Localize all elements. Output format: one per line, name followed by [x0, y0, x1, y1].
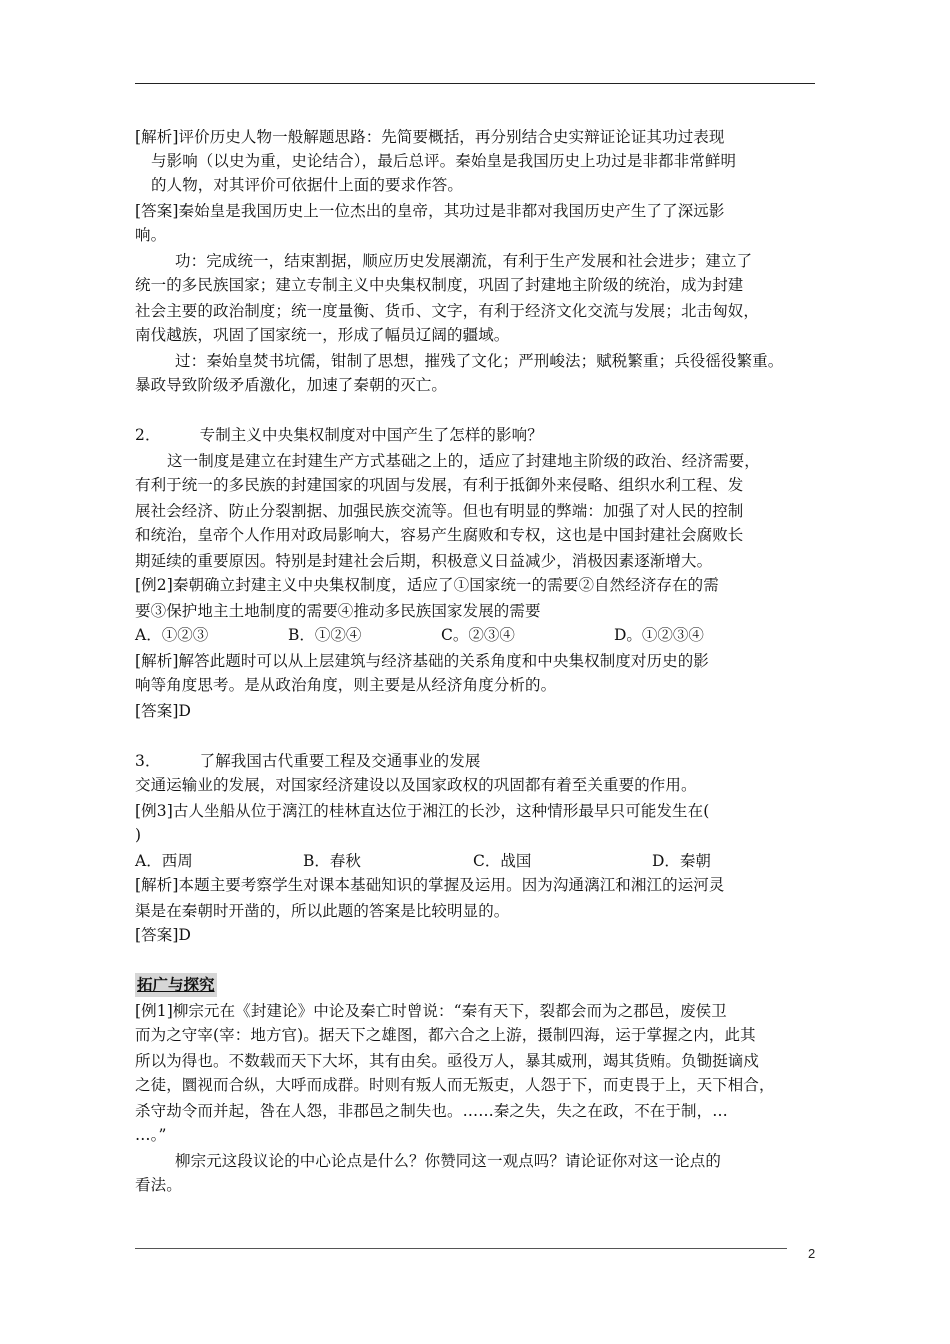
- example-1-question-line: 柳宗元这段议论的中心论点是什么？你赞同这一观点吗？请论证你对这一论点的: [175, 1152, 722, 1170]
- example-2-option-a: A．①②③: [135, 626, 209, 644]
- faults-paragraph-line: 暴政导致阶级矛盾激化，加速了秦朝的灭亡。: [135, 376, 448, 394]
- analysis-line: 的人物，对其评价可依据什上面的要求作答。: [151, 176, 464, 194]
- example-2-question-line: [例2]秦朝确立封建主义中央集权制度，适应了①国家统一的需要②自然经济存在的需: [135, 576, 719, 594]
- example-3-option-c: C．战国: [473, 852, 532, 870]
- question-2-paragraph-line: 这一制度是建立在封建生产方式基础之上的，适应了封建地主阶级的政治、经济需要，: [167, 452, 760, 470]
- example-1-quote-line: 而为之守宰(宰：地方官)。据天下之雄图，都六合之上游，摄制四海，运于掌握之内，此其: [135, 1026, 756, 1044]
- question-3-paragraph: 交通运输业的发展，对国家经济建设以及国家政权的巩固都有着至关重要的作用。: [135, 776, 697, 794]
- analysis-line: 与影响（以史为重，史论结合），最后总评。秦始皇是我国历史上功过是非都非常鲜明: [151, 152, 737, 170]
- answer-line: 响。: [135, 226, 167, 244]
- example-1-quote-line: 杀守劫令而并起，咎在人怨，非郡邑之制失也。……秦之失，失之在政，不在于制，…: [135, 1102, 728, 1120]
- question-3-heading: 3． 了解我国古代重要工程及交通事业的发展: [135, 752, 481, 770]
- example-2-option-d: D。①②③④: [614, 626, 704, 644]
- example-3-analysis-line: 渠是在秦朝时开凿的，所以此题的答案是比较明显的。: [135, 902, 510, 920]
- question-2-paragraph-line: 期延续的重要原因。特别是封建社会后期，积极意义日益减少，消极因素逐渐增大。: [135, 552, 713, 570]
- example-3-question-line: ): [135, 826, 142, 844]
- example-2-answer: [答案]D: [135, 702, 192, 720]
- example-2-analysis-line: [解析]解答此题时可以从上层建筑与经济基础的关系角度和中央集权制度对历史的影: [135, 652, 709, 670]
- faults-paragraph-line: 过：秦始皇焚书坑儒，钳制了思想，摧残了文化；严刑峻法；赋税繁重；兵役徭役繁重。: [175, 352, 784, 370]
- example-3-analysis-line: [解析]本题主要考察学生对课本基础知识的掌握及运用。因为沟通漓江和湘江的运河灵: [135, 876, 725, 894]
- question-2-paragraph-line: 和统治，皇帝个人作用对政局影响大，容易产生腐败和专权，这也是中国封建社会腐败长: [135, 526, 744, 544]
- question-2-paragraph-line: 展社会经济、防止分裂割据、加强民族交流等。但也有明显的弊端：加强了对人民的控制: [135, 502, 744, 520]
- analysis-line: [解析]评价历史人物一般解题思路：先简要概括，再分别结合史实辩证论证其功过表现: [135, 128, 725, 146]
- page-number: 2: [808, 1246, 816, 1261]
- example-1-question-line: 看法。: [135, 1176, 182, 1194]
- example-2-option-c: C。②③④: [441, 626, 515, 644]
- merits-paragraph-line: 南伐越族，巩固了国家统一，形成了幅员辽阔的疆域。: [135, 326, 510, 344]
- merits-paragraph-line: 功：完成统一，结束割据，顺应历史发展潮流，有利于生产发展和社会进步；建立了: [175, 252, 753, 270]
- example-1-quote-line: [例1]柳宗元在《封建论》中论及秦亡时曾说：“秦有天下，裂都会而为之郡邑，废侯卫: [135, 1002, 727, 1020]
- section-heading: 拓广与探究: [135, 973, 217, 997]
- example-3-question-line: [例3]古人坐船从位于漓江的桂林直达位于湘江的长沙，这种情形最早只可能发生在(: [135, 802, 710, 820]
- question-2-heading: 2． 专制主义中央集权制度对中国产生了怎样的影响？: [135, 426, 543, 444]
- header-rule: [135, 83, 815, 84]
- example-3-answer: [答案]D: [135, 926, 192, 944]
- example-3-option-b: B．春秋: [303, 852, 361, 870]
- example-2-analysis-line: 响等角度思考。是从政治角度，则主要是从经济角度分析的。: [135, 676, 557, 694]
- answer-line: [答案]秦始皇是我国历史上一位杰出的皇帝，其功过是非都对我国历史产生了了深远影: [135, 202, 725, 220]
- example-3-option-d: D．秦朝: [652, 852, 711, 870]
- example-2-option-b: B．①②④: [288, 626, 362, 644]
- example-3-option-a: A．西周: [135, 852, 193, 870]
- example-1-quote-line: 所以为得也。不数载而天下大坏，其有由矣。亟役万人，暴其威刑，竭其货贿。负锄挺谪戍: [135, 1052, 760, 1070]
- example-1-quote-line: …。”: [135, 1126, 167, 1144]
- footer-rule: [135, 1248, 787, 1249]
- example-2-question-line: 要③保护地主土地制度的需要④推动多民族国家发展的需要: [135, 602, 541, 620]
- question-2-paragraph-line: 有利于统一的多民族的封建国家的巩固与发展，有利于抵御外来侵略、组织水利工程、发: [135, 476, 744, 494]
- example-1-quote-line: 之徒，圜视而合纵，大呼而成群。时则有叛人而无叛吏，人怨于下，而吏畏于上，天下相合，: [135, 1076, 775, 1094]
- merits-paragraph-line: 社会主要的政治制度；统一度量衡、货币、文字，有利于经济文化交流与发展；北击匈奴，: [135, 302, 760, 320]
- merits-paragraph-line: 统一的多民族国家；建立专制主义中央集权制度，巩固了封建地主阶级的统治，成为封建: [135, 276, 744, 294]
